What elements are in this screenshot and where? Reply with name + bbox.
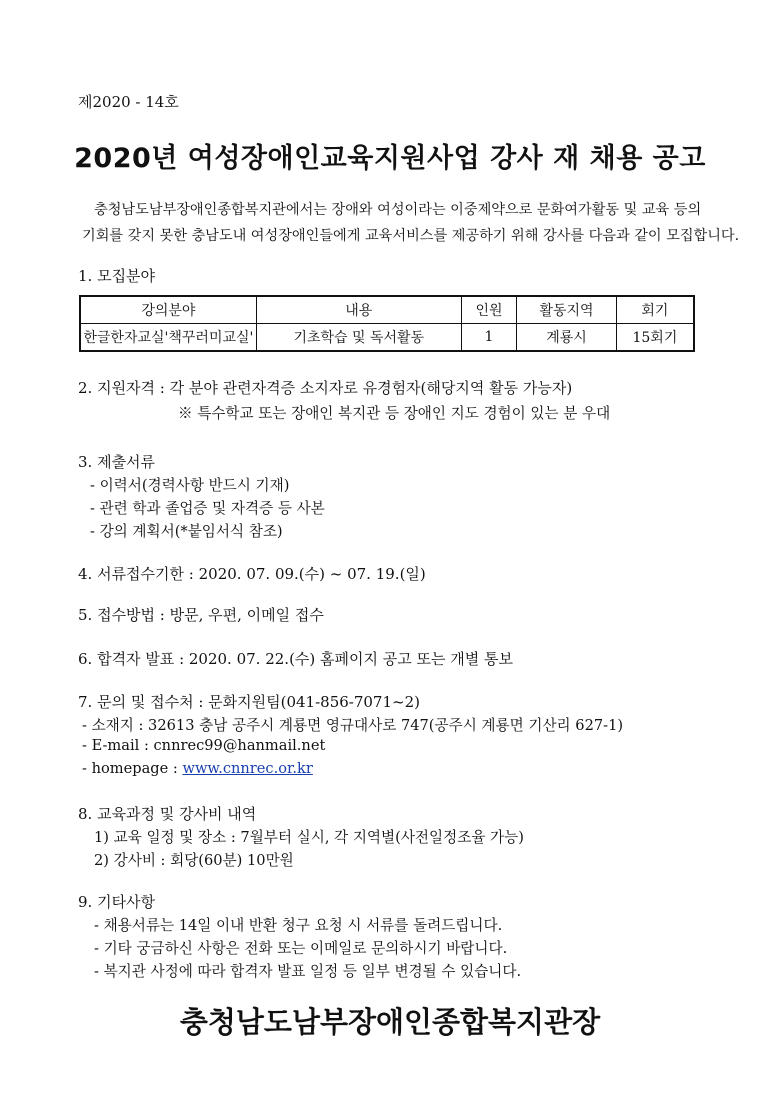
table-cell: 계룡시 bbox=[517, 324, 617, 352]
list-item: - 복지관 사정에 따라 합격자 발표 일정 등 일부 변경될 수 있습니다. bbox=[94, 963, 522, 980]
table-header-row bbox=[80, 296, 694, 324]
section-4-heading: 4. 서류접수기한 : 2020. 07. 09.(수) ~ 07. 19.(일) bbox=[78, 565, 426, 583]
email-line: - E-mail : cnnrec99@hanmail.net bbox=[82, 737, 326, 754]
table-header: 회기 bbox=[616, 296, 694, 324]
table-cell: 15회기 bbox=[616, 324, 694, 352]
section-8-heading: 8. 교육과정 및 강사비 내역 bbox=[78, 805, 257, 823]
table-cell: 1 bbox=[461, 324, 516, 352]
section-9-heading: 9. 기타사항 bbox=[78, 893, 156, 911]
table-cell: 한글한자교실'책꾸러미교실' bbox=[80, 324, 256, 352]
section-7-heading: 7. 문의 및 접수처 : 문화지원팀(041-856-7071~2) bbox=[78, 693, 420, 711]
homepage-link[interactable]: www.cnnrec.or.kr bbox=[182, 760, 313, 777]
homepage-line bbox=[82, 760, 313, 777]
list-item: - 관련 학과 졸업증 및 자격증 등 사본 bbox=[90, 500, 325, 517]
section-6-heading: 6. 합격자 발표 : 2020. 07. 22.(수) 홈페이지 공고 또는 개별 통보 bbox=[78, 650, 513, 668]
section-5-heading: 5. 접수방법 : 방문, 우편, 이메일 접수 bbox=[78, 606, 324, 624]
table-header: 인원 bbox=[461, 296, 516, 324]
table-header: 강의분야 bbox=[80, 296, 256, 324]
list-item: - 기타 궁금하신 사항은 전화 또는 이메일로 문의하시기 바랍니다. bbox=[94, 940, 508, 957]
address-line: - 소재지 : 32613 충남 공주시 계룡면 영규대사로 747(공주시 계룡면 기산리 627-1) bbox=[82, 717, 624, 734]
table-header: 활동지역 bbox=[517, 296, 617, 324]
list-item: 2) 강사비 : 회당(60분) 10만원 bbox=[94, 852, 294, 869]
page-title: 2020년 여성장애인교육지원사업 강사 재 채용 공고 bbox=[74, 143, 706, 174]
table-row bbox=[80, 324, 694, 352]
recruit-table bbox=[79, 295, 695, 352]
list-item: - 강의 계획서(*붙임서식 참조) bbox=[90, 523, 283, 540]
section-2-heading: 2. 지원자격 : 각 분야 관련자격증 소지자로 유경험자(해당지역 활동 가능자) bbox=[78, 379, 573, 397]
list-item: - 이력서(경력사항 반드시 기재) bbox=[90, 477, 290, 494]
document-number: 제2020 - 14호 bbox=[78, 93, 179, 111]
section-1-heading: 1. 모집분야 bbox=[78, 267, 156, 285]
intro-line-1: 충청남도남부장애인종합복지관에서는 장애와 여성이라는 이중제약으로 문화여가활동 및 교육 등의 bbox=[94, 202, 702, 218]
table-header: 내용 bbox=[256, 296, 461, 324]
intro-line-2: 기회를 갖지 못한 충남도내 여성장애인들에게 교육서비스를 제공하기 위해 강사를 다음과 같이 모집합니다. bbox=[82, 228, 740, 244]
issuer-signature: 충청남도남부장애인종합복지관장 bbox=[179, 1005, 601, 1039]
section-3-heading: 3. 제출서류 bbox=[78, 453, 156, 471]
list-item: - 채용서류는 14일 이내 반환 청구 요청 시 서류를 돌려드립니다. bbox=[94, 917, 503, 934]
section-2-note: ※ 특수학교 또는 장애인 복지관 등 장애인 지도 경험이 있는 분 우대 bbox=[178, 405, 611, 422]
list-item: 1) 교육 일정 및 장소 : 7월부터 실시, 각 지역별(사전일정조율 가능) bbox=[94, 829, 524, 846]
homepage-label: - homepage : bbox=[82, 760, 183, 777]
table-cell: 기초학습 및 독서활동 bbox=[256, 324, 461, 352]
